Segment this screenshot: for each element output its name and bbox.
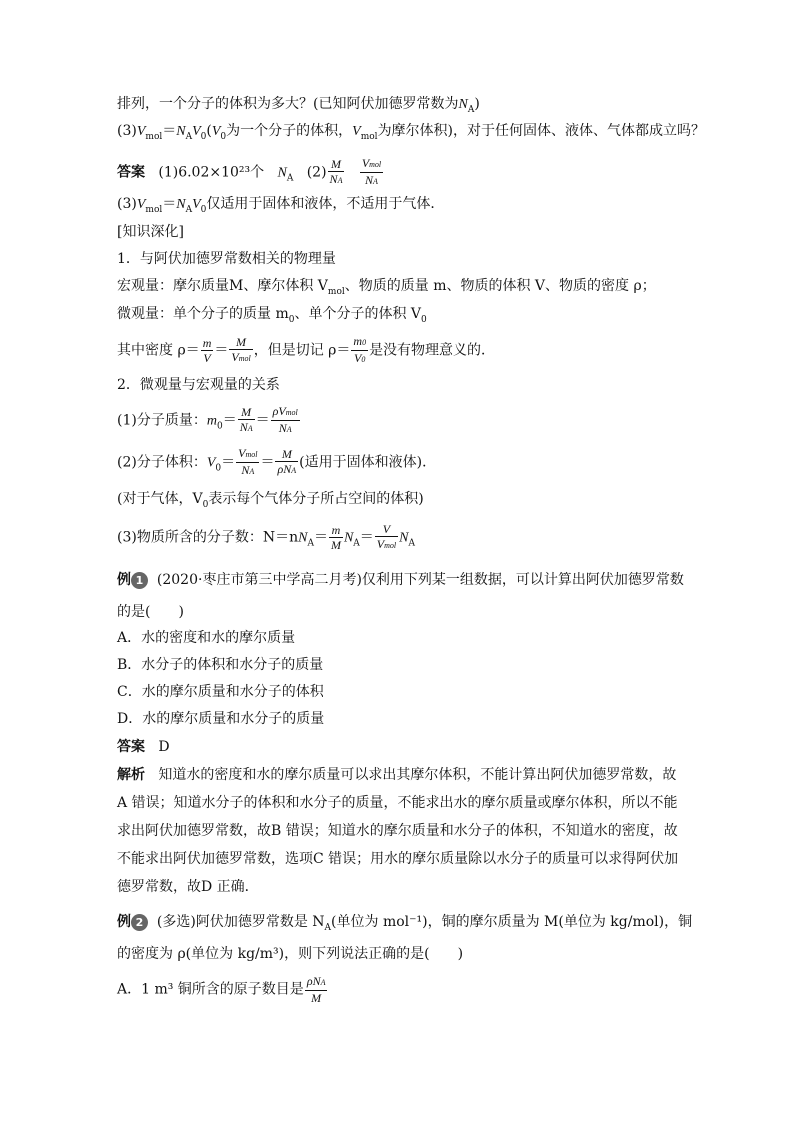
intro-end: ): [474, 96, 480, 112]
fraction-m-over-M: $\frac{m}{M}$: [330, 523, 341, 552]
section-1-title: 1．与阿伏加德罗常数相关的物理量: [117, 251, 336, 267]
density-end: 是没有物理意义的．: [369, 342, 496, 359]
gas-note: (对于气体，$V_0$表示每个气体分子所占空间的体积): [117, 491, 424, 510]
answer-na-sub: A: [286, 173, 294, 184]
frac-num: M: [331, 157, 341, 171]
frac-num-sub: mol: [369, 160, 382, 169]
analysis-line-3: 求出阿伏加德罗常数，故B 错误；知道水的摩尔质量和水分子的体积，不知道水的密度，故: [117, 823, 678, 839]
frac-den-sym: N: [365, 173, 374, 187]
micro-line: 微观量：单个分子的质量 $m_0$、单个分子的体积 $V_0$: [117, 306, 427, 325]
fraction-m0-over-v0: $\frac{m0}{V0}$: [353, 334, 367, 365]
density-prefix: 其中密度 ρ＝: [117, 342, 200, 359]
example-2-text-a: (多选)阿伏加德罗常数是 N: [156, 914, 325, 930]
knowledge-heading: [知识深化]: [117, 224, 184, 240]
example-number-badge: 2: [131, 914, 148, 931]
frac-num: [360, 156, 383, 172]
option-c: C．水的摩尔质量和水分子的体积: [117, 684, 324, 700]
example-2-option-a: [117, 974, 328, 1005]
answer-part-2-label: (2): [306, 164, 327, 181]
fraction-V-over-Vmol: $\frac{V}{\text{Vmol}}$: [376, 522, 397, 551]
option-d: D．水的摩尔质量和水分子的质量: [117, 711, 325, 727]
example-number-badge: 1: [131, 572, 148, 589]
answer-1-line-2: $(3)V_{mol}=N_AV_0$仅适用于固体和液体，不适用于气体．: [117, 196, 445, 215]
q3-text: 为一个分子的体积，: [226, 123, 353, 139]
volume-prefix: (2)分子体积：: [117, 454, 207, 471]
density-mid: ，但是切记 ρ＝: [253, 342, 351, 359]
fraction-m-over-na: [328, 157, 345, 188]
frac-den: NA: [360, 172, 383, 189]
frac-den-sym: N: [329, 172, 338, 186]
answer-na-symbol: N: [277, 165, 287, 181]
fraction-Vmol-over-NA: $\frac{\text{Vmol}}{NA}$: [238, 446, 258, 477]
answer-label: 答案: [117, 164, 145, 181]
option-a-text: A．1 m³ 铜所含的原子数目是: [117, 981, 304, 998]
micro-text: 微观量：单个分子的质量 m: [117, 306, 289, 322]
gas-note-rest: 表示每个气体分子所占空间的体积): [208, 491, 424, 507]
volume-relation-line: (2)分子体积：$V_0=$ $\frac{\text{Vmol}}{NA}$ ＝ $\frac{M}{\text{ρNA}}$ (适用于固体和液体)．: [117, 446, 437, 477]
fraction-vmol-over-na: [360, 156, 383, 189]
example-2-line-2: 的密度为 ρ(单位为 kg/m³)，则下列说法正确的是( ): [117, 946, 464, 962]
answer-label: 答案: [117, 739, 145, 755]
section-2-title: 2．微观量与宏观量的关系: [117, 377, 280, 393]
analysis-line-2: A 错误；知道水分子的体积和水分子的质量，不能求出水的摩尔质量或摩尔体积，所以不能: [117, 795, 678, 811]
analysis-label: 解析: [117, 767, 145, 783]
fraction-M-over-rhoNA: $\frac{M}{\text{ρNA}}$: [277, 447, 297, 476]
avogadro-symbol: N: [458, 97, 468, 112]
gas-note-text: (对于气体，V: [117, 491, 203, 507]
mass-prefix: (1)分子质量：: [117, 412, 207, 429]
volume-suffix: (适用于固体和液体)．: [299, 454, 437, 471]
macro-line: 宏观量：摩尔质量M、摩尔体积 $V_{mol}$、物质的质量 m、物质的体积 V、物质的密度 ρ；: [117, 278, 656, 297]
example-label: 例: [117, 572, 131, 588]
fraction-rhoNA-over-M: $\frac{\text{ρNA}}{M}$: [306, 974, 326, 1005]
example-2-text-b: (单位为 mol⁻¹)，铜的摩尔质量为 M(单位为 kg/mol)，铜: [331, 914, 693, 930]
answer-3-text: 仅适用于固体和液体，不适用于气体．: [206, 196, 445, 212]
count-relation-line: (3)物质所含的分子数：$N=nN_A=$ $\frac{m}{M}$ $N_A=$ $\frac{V}{\text{Vmol}}$ $N_A$: [117, 522, 415, 552]
example-2-header: 例 2 (多选)阿伏加德罗常数是 $N_A$(单位为 mol⁻¹)，铜的摩尔质量为 M(单位为 kg/mol)，铜: [117, 914, 693, 933]
q3-prefix: (3): [117, 123, 137, 139]
answer-value: D: [158, 739, 170, 755]
frac-num-sym: V: [361, 156, 370, 170]
count-prefix: (3)物质所含的分子数：N＝n: [117, 529, 299, 546]
example-1-question: (2020·枣庄市第三中学高二月考)仅利用下列某一组数据，可以计算出阿伏加德罗常数: [156, 572, 684, 588]
example-1-question-2: 的是( ): [117, 604, 184, 620]
micro-rest: 、单个分子的体积 V: [294, 306, 422, 322]
fraction-M-over-Vmol: $\frac{M}{\text{Vmol}}$: [231, 335, 251, 364]
intro-line-q3: $(3)V_{mol}=N_AV_0(V_0$为一个分子的体积，$V_{mol}$为摩尔体积)，对于任何固体、液体、气体都成立吗？: [117, 123, 706, 142]
density-line: 其中密度 ρ＝ $\frac{m}{V}$ ＝ $\frac{M}{\text{Vmol}}$ ，但是切记 ρ＝ $\frac{m0}{V0}$ 是没有物理意义的．: [117, 334, 496, 365]
fraction-m-over-v: $\frac{m}{V}$: [202, 336, 212, 365]
intro-text: 排列，一个分子的体积为多大？(已知阿伏加德罗常数为: [117, 96, 459, 112]
avogadro-sub: A: [467, 104, 475, 115]
mass-relation-line: (1)分子质量：$m_0=$ $\frac{M}{NA}$ ＝ $\frac{\text{ρVmol}}{NA}$: [117, 404, 298, 435]
fraction-rhoVmol-over-NA: $\frac{\text{ρVmol}}{NA}$: [272, 404, 298, 435]
answer-1-line: [117, 156, 384, 189]
analysis-text: 知道水的密度和水的摩尔质量可以求出其摩尔体积，不能计算出阿伏加德罗常数，故: [158, 767, 677, 783]
q3-text-2: 为摩尔体积)，对于任何固体、液体、气体都成立吗？: [377, 123, 706, 139]
macro-rest: 、物质的质量 m、物质的体积 V、物质的密度 ρ；: [344, 278, 656, 294]
macro-text: 宏观量：摩尔质量M、摩尔体积 V: [117, 278, 328, 294]
option-a: A．水的密度和水的摩尔质量: [117, 630, 296, 646]
analysis-line-1: [117, 765, 676, 785]
example-1-header: [117, 570, 684, 590]
analysis-line-5: 德罗常数，故D 正确．: [117, 879, 259, 895]
example-label: 例: [117, 914, 131, 930]
analysis-line-4: 不能求出阿伏加德罗常数，选项C 错误；用水的摩尔质量除以水分子的质量可以求得阿伏加: [117, 851, 679, 867]
frac-den: NA: [329, 172, 343, 186]
answer-part-1: (1)6.02×10²³个: [158, 164, 265, 181]
fraction-M-over-NA: $\frac{M}{NA}$: [239, 405, 253, 434]
option-b: B．水分子的体积和水分子的质量: [117, 657, 324, 673]
example-1-answer: [117, 737, 170, 757]
intro-line-1: [117, 94, 480, 115]
